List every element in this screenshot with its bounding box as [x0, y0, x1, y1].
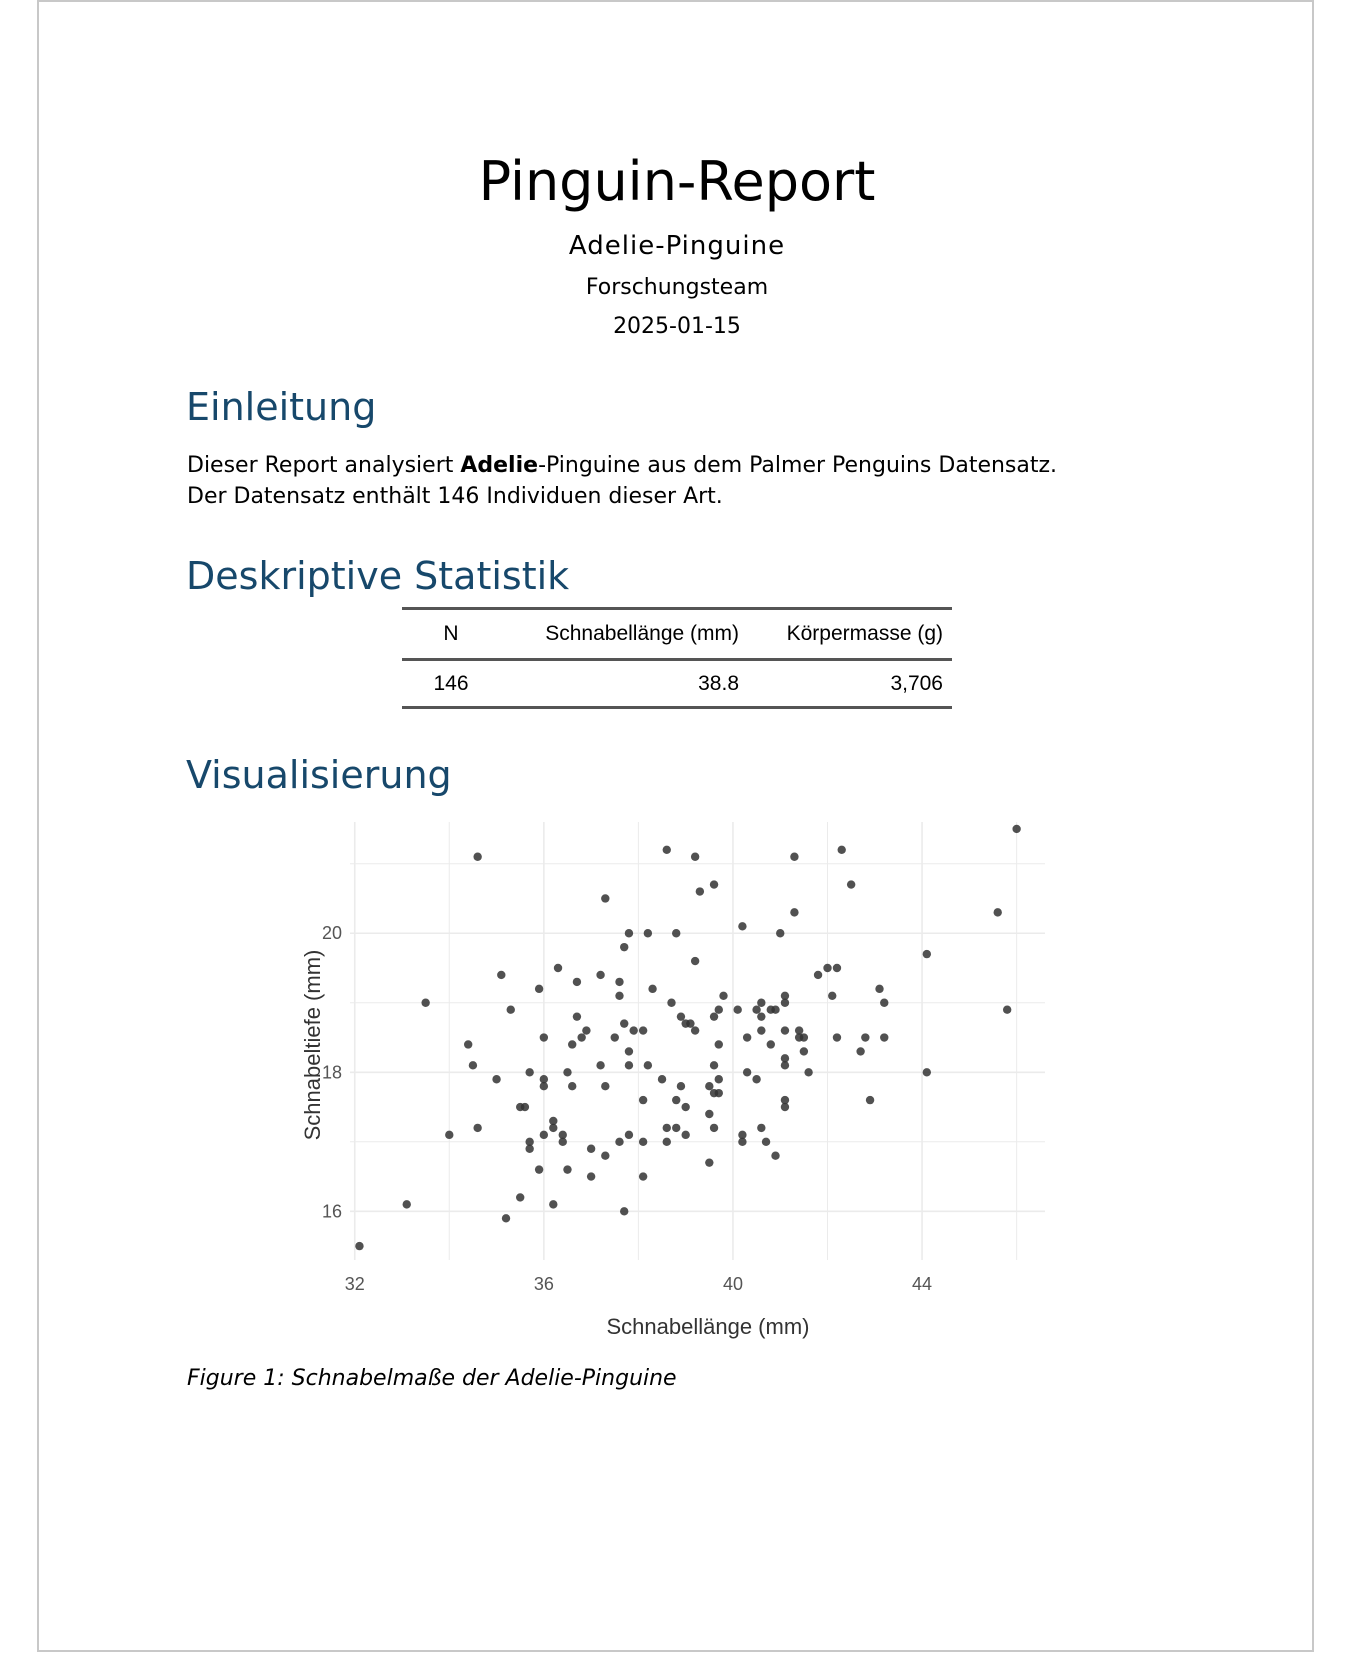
data-point	[639, 1172, 647, 1180]
document-title: Pinguin-Report	[478, 150, 876, 213]
data-point	[838, 846, 846, 854]
data-point	[615, 1138, 623, 1146]
data-point	[403, 1200, 411, 1208]
table-header-row	[402, 609, 952, 660]
data-point	[644, 1061, 652, 1069]
data-point	[710, 880, 718, 888]
data-point	[620, 1019, 628, 1027]
statistics-table	[402, 607, 952, 709]
data-point	[833, 1033, 841, 1041]
data-point	[445, 1131, 453, 1139]
data-point	[691, 957, 699, 965]
intro-paragraph	[187, 450, 1087, 512]
data-point	[719, 992, 727, 1000]
data-point	[781, 1103, 789, 1111]
data-point	[573, 978, 581, 986]
data-point	[620, 943, 628, 951]
document-subtitle: Adelie-Pinguine	[568, 231, 786, 261]
data-point	[648, 985, 656, 993]
data-point	[568, 1082, 576, 1090]
data-point	[738, 922, 746, 930]
data-point	[601, 1082, 609, 1090]
data-point	[625, 1131, 633, 1139]
data-point	[781, 1026, 789, 1034]
data-point	[568, 1040, 576, 1048]
data-point	[672, 929, 680, 937]
table-row	[402, 660, 952, 708]
table-cell-schnabellaenge: 38.8	[698, 671, 739, 695]
x-tick-label: 40	[722, 1274, 743, 1294]
data-point	[923, 950, 931, 958]
data-point	[559, 1131, 567, 1139]
data-point	[525, 1068, 533, 1076]
data-point	[1003, 1006, 1011, 1014]
data-point	[738, 1131, 746, 1139]
data-point	[577, 1033, 585, 1041]
data-point	[847, 880, 855, 888]
data-point	[715, 1040, 723, 1048]
data-point	[497, 971, 505, 979]
data-point	[540, 1082, 548, 1090]
data-point	[1012, 825, 1020, 833]
data-point	[710, 1012, 718, 1020]
data-point	[804, 1068, 812, 1076]
data-point	[757, 999, 765, 1007]
x-tick-label: 36	[533, 1274, 554, 1294]
data-point	[563, 1068, 571, 1076]
table-cell-koerpermasse: 3,706	[890, 671, 943, 695]
data-point	[875, 985, 883, 993]
data-point	[710, 1124, 718, 1132]
data-point	[421, 999, 429, 1007]
data-point	[710, 1061, 718, 1069]
data-point	[923, 1068, 931, 1076]
data-point	[625, 1061, 633, 1069]
data-point	[715, 1006, 723, 1014]
axis-ticks	[322, 923, 932, 1294]
data-point	[355, 1242, 363, 1250]
data-point	[691, 1026, 699, 1034]
data-point	[521, 1103, 529, 1111]
table-header-schnabellaenge: Schnabellänge (mm)	[545, 622, 739, 645]
data-point	[866, 1096, 874, 1104]
data-point	[743, 1068, 751, 1076]
data-point	[880, 1033, 888, 1041]
data-point	[507, 1006, 515, 1014]
data-point	[781, 1054, 789, 1062]
data-point	[880, 999, 888, 1007]
data-point	[743, 1033, 751, 1041]
table-cell-n: 146	[433, 671, 469, 695]
data-point	[535, 1165, 543, 1173]
data-point	[800, 1047, 808, 1055]
data-point	[833, 964, 841, 972]
data-point	[492, 1075, 500, 1083]
grid	[350, 822, 1045, 1260]
data-point	[615, 992, 623, 1000]
table-header-koerpermasse: Körpermasse (g)	[786, 622, 943, 645]
data-point	[757, 1012, 765, 1020]
data-point	[469, 1061, 477, 1069]
data-point	[672, 1124, 680, 1132]
intro-text-before: Dieser Report analysiert	[187, 453, 461, 478]
data-point	[715, 1089, 723, 1097]
table-header-n: N	[443, 622, 459, 645]
document-author: Forschungsteam	[585, 275, 769, 300]
data-point	[790, 908, 798, 916]
document-date: 2025-01-15	[613, 314, 741, 339]
data-point	[752, 1006, 760, 1014]
data-point	[677, 1012, 685, 1020]
data-point	[856, 1047, 864, 1055]
data-point	[705, 1158, 713, 1166]
data-point	[757, 1124, 765, 1132]
heading-deskriptive-statistik: Deskriptive Statistik	[186, 554, 570, 598]
intro-text-after: -Pinguine aus dem Palmer Penguins Datensatz. Der Datensatz enthält 146 Individuen dieser Art.	[187, 453, 1058, 509]
data-point	[762, 1138, 770, 1146]
data-point	[994, 908, 1002, 916]
data-point	[535, 985, 543, 993]
data-point	[681, 1131, 689, 1139]
data-point	[625, 929, 633, 937]
data-point	[663, 1138, 671, 1146]
data-point	[776, 929, 784, 937]
data-point	[611, 1033, 619, 1041]
data-point	[620, 1207, 628, 1215]
data-point	[525, 1145, 533, 1153]
data-point	[615, 978, 623, 986]
data-point	[549, 1200, 557, 1208]
data-point	[639, 1096, 647, 1104]
data-point	[549, 1124, 557, 1132]
data-point	[771, 1006, 779, 1014]
y-axis-label: Schnabeltiefe (mm)	[300, 949, 325, 1141]
data-point	[644, 929, 652, 937]
data-point	[800, 1033, 808, 1041]
data-point	[582, 1026, 590, 1034]
data-point	[814, 971, 822, 979]
data-point	[663, 1124, 671, 1132]
data-point	[757, 1026, 765, 1034]
heading-einleitung: Einleitung	[186, 385, 377, 429]
data-point	[705, 1082, 713, 1090]
data-point	[681, 1103, 689, 1111]
heading-visualisierung: Visualisierung	[186, 753, 452, 797]
data-point	[502, 1214, 510, 1222]
data-point	[705, 1110, 713, 1118]
x-tick-label: 44	[912, 1274, 933, 1294]
data-point	[672, 1096, 680, 1104]
data-point	[767, 1040, 775, 1048]
data-point	[473, 853, 481, 861]
data-point	[473, 1124, 481, 1132]
data-point	[790, 853, 798, 861]
data-point	[563, 1165, 571, 1173]
data-point	[464, 1040, 472, 1048]
data-point	[540, 1033, 548, 1041]
data-point	[554, 964, 562, 972]
data-point	[658, 1075, 666, 1083]
data-point	[573, 1012, 581, 1020]
data-point	[781, 999, 789, 1007]
data-point	[828, 992, 836, 1000]
y-tick-label: 18	[321, 1062, 342, 1083]
data-point	[540, 1131, 548, 1139]
data-point	[596, 1061, 604, 1069]
data-point	[601, 894, 609, 902]
data-point	[696, 887, 704, 895]
data-point	[686, 1019, 694, 1027]
data-point	[823, 964, 831, 972]
data-point	[771, 1152, 779, 1160]
data-point	[639, 1026, 647, 1034]
data-point	[733, 1006, 741, 1014]
y-tick-label: 16	[321, 1201, 342, 1222]
x-tick-label: 32	[344, 1274, 365, 1294]
data-points	[355, 825, 1021, 1251]
data-point	[752, 1075, 760, 1083]
y-tick-label: 20	[321, 923, 342, 944]
figure-caption: Figure 1: Schnabelmaße der Adelie-Pinguine	[187, 1366, 677, 1391]
data-point	[629, 1026, 637, 1034]
data-point	[667, 999, 675, 1007]
data-point	[677, 1082, 685, 1090]
data-point	[663, 846, 671, 854]
data-point	[625, 1047, 633, 1055]
intro-text-bold: Adelie	[460, 453, 539, 478]
data-point	[691, 853, 699, 861]
x-axis-label: Schnabellänge (mm)	[606, 1314, 810, 1339]
data-point	[516, 1193, 524, 1201]
data-point	[601, 1152, 609, 1160]
data-point	[596, 971, 604, 979]
data-point	[861, 1033, 869, 1041]
data-point	[715, 1075, 723, 1083]
data-point	[587, 1145, 595, 1153]
data-point	[587, 1172, 595, 1180]
data-point	[639, 1138, 647, 1146]
scatter-plot	[290, 800, 1060, 1345]
